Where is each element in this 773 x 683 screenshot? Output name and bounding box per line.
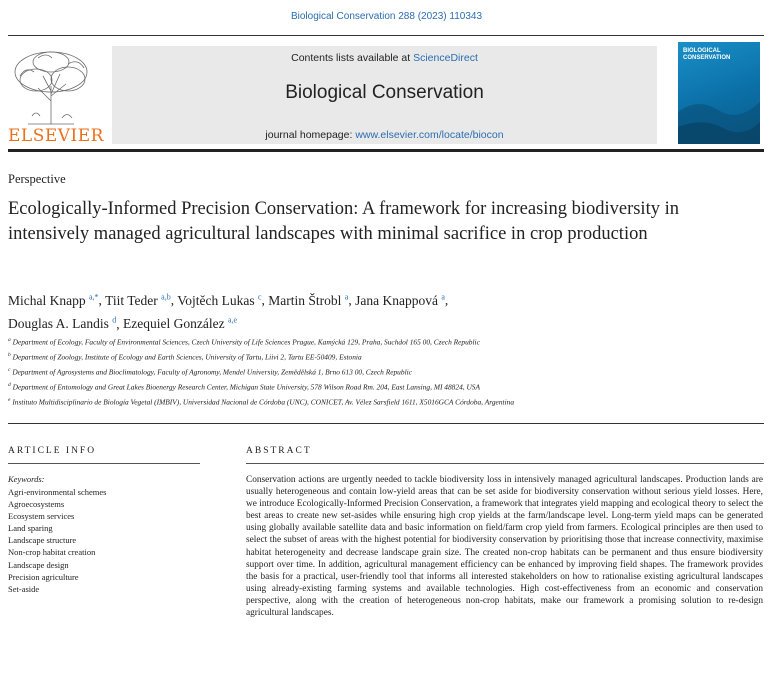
affiliation: $^a$ Department of Ecology, Faculty of Environmental Sciences, Czech University of Life Sciences Prague, Kamýcká 129, Praha, Suchdol 165 00, Czech Republic: [8, 337, 480, 347]
author[interactable]: Jana Knappová $^a$: [355, 292, 445, 308]
keyword: Precision agriculture: [8, 571, 79, 582]
author[interactable]: Douglas A. Landis $^d$: [8, 315, 117, 331]
keyword: Agri-environmental schemes: [8, 487, 107, 497]
cover-title: BIOLOGICAL CONSERVATION: [683, 48, 731, 61]
keywords-label: Keywords:: [8, 474, 45, 484]
affiliation: $^b$ Department of Zoology, Institute of Ecology and Earth Sciences, University of Tartu, Liivi 2, Tartu EE-50409, Estonia: [8, 351, 362, 362]
publisher-wordmark: ELSEVIER: [8, 126, 104, 146]
keyword: Landscape design: [8, 559, 69, 570]
section-divider: [8, 423, 764, 424]
author[interactable]: Tiit Teder $^{a,b}$: [105, 292, 171, 308]
keyword: Non-crop habitat creation: [8, 547, 96, 558]
abstract-rule: [246, 463, 764, 464]
affiliation: $^d$ Department of Entomology and Great Lakes Bioenergy Research Center, Michigan State University, 578 Wilson Road Rm. 204, East Lansing, MI 48824, USA: [8, 381, 481, 392]
author-list: Michal Knapp $^{a,*}$, Tiit Teder $^{a,b}$, Vojtěch Lukas $^c$, Martin Štrobl $^a$, Jana Knappová $^a$, Douglas A. Landis $^d$, Ezequiel González $^{a,e}$: [8, 292, 449, 331]
author[interactable]: Vojtěch Lukas $^c$: [177, 292, 262, 308]
contents-line: [112, 52, 657, 64]
keyword: Landscape structure: [8, 535, 77, 546]
contents-prefix: Contents lists available at: [291, 52, 414, 64]
author[interactable]: Ezequiel González $^{a,e}$: [123, 315, 238, 331]
header-top-rule: [8, 35, 764, 36]
homepage-prefix: journal homepage:: [265, 129, 356, 141]
homepage-link[interactable]: www.elsevier.com/locate/biocon: [355, 129, 504, 141]
abstract-heading: ABSTRACT: [246, 446, 312, 456]
article-title: Ecologically-Informed Precision Conservation: A framework for increasing biodiversity in intensively managed agricultural landscapes with minimal sacrifice in crop production: [8, 199, 679, 244]
affiliation: $^e$ Instituto Multidisciplinario de Biología Vegetal (IMBIV), Universidad Nacional de Córdoba (UNC), CONICET, Av. Vélez Sarsfield 1611, X5016GCA Córdoba, Argentina: [8, 396, 515, 406]
keyword: Agroecosystems: [8, 499, 65, 510]
journal-citation[interactable]: Biological Conservation 288 (2023) 110343: [290, 11, 483, 22]
author[interactable]: Michal Knapp $^{a,*}$: [8, 292, 99, 308]
author[interactable]: Martin Štrobl $^a$: [268, 292, 349, 308]
abstract-text: Conservation actions are urgently needed to tackle biodiversity loss in intensively managed agricultural landscapes. Production lands are usually heterogeneous and contain low-yield areas that can be set aside for biodiversity conservation without serious yield losses. Here, we introduce Ecologically-Informed Precision Conservation, a framework that integrates yield mapping and ecological theory to select the best areas to create new set-asides while ensuring high crop yields at the farm/landscape level. Long-term yield maps can be generated using globally available satellite data and basic information on field/farm crop yield from farmers. Ecological principles are then used to select the subset of areas with the highest potential for biodiversity conservation by prioritising those that increase connectivity, maximise habitat heterogeneity and decrease landscape grain size. The created non-crop habitats can be permanent and thus ensure biodiversity support over time. In addition, agricultural management efficiency can be enhanced by improving field shapes. The framework provides the basis for a practical, user-friendly tool that informs all interested stakeholders on how to rationalise existing agricultural landscapes using already-existing farming systems and available technologies. High cost-effectiveness from an economic and conservation perspective, along with the creation of heterogeneous non-crop habitats, make our framework a promising solution to re-design agricultural landscapes.: [246, 475, 763, 619]
article-info-rule: [8, 463, 200, 464]
article-info-heading: ARTICLE INFO: [8, 446, 97, 456]
article-type: Perspective: [8, 172, 66, 186]
keywords-list: [8, 486, 106, 595]
keyword: Land sparing: [8, 523, 53, 534]
affiliations: [8, 334, 748, 408]
journal-name: Biological Conservation: [285, 82, 484, 103]
affiliation: $^c$ Department of Agrosystems and Bioclimatology, Faculty of Agronomy, Mendel University, Zemědělská 1, Brno 613 00, Czech Republic: [8, 366, 412, 377]
keyword: Ecosystem services: [8, 511, 75, 522]
sciencedirect-link[interactable]: ScienceDirect: [413, 52, 478, 64]
header-bottom-rule: [8, 149, 764, 152]
keyword: Set-aside: [8, 583, 40, 594]
homepage-line: [112, 129, 657, 141]
